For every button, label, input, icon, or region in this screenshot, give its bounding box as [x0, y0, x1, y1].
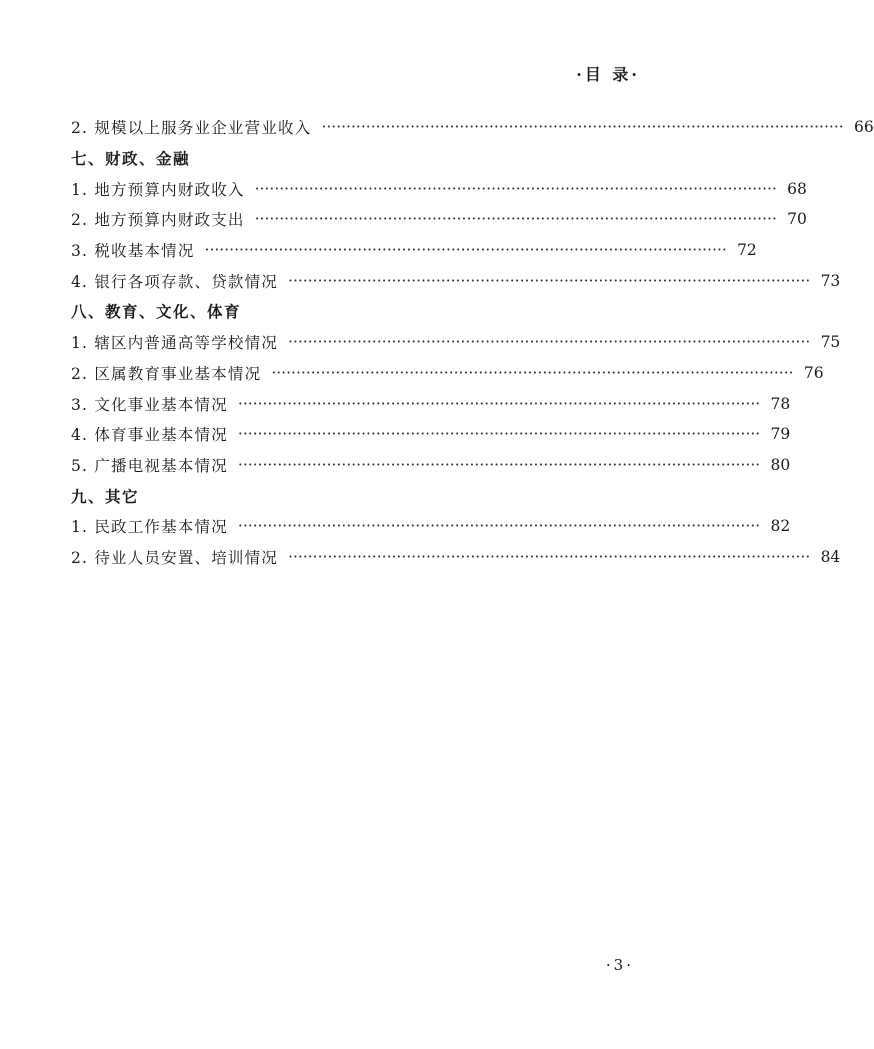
toc-entry-label: 2. 区属教育事业基本情况 [71, 364, 262, 383]
toc-entry-label: 1. 地方预算内财政收入 [71, 180, 245, 199]
toc-entry[interactable] [71, 204, 807, 235]
toc-entry[interactable] [71, 419, 791, 450]
toc-section-heading: 八、教育、文化、体育 [71, 302, 242, 322]
toc-entry-label: 3. 税收基本情况 [71, 242, 195, 261]
toc-entry-label: 4. 银行各项存款、贷款情况 [71, 272, 279, 291]
dot-leader: ·········································································································· [204, 241, 727, 260]
toc-entry-page: 66 [853, 118, 874, 137]
dot-leader: ·········································································································· [237, 425, 761, 444]
toc-section-heading: 九、其它 [71, 486, 140, 506]
toc-entry-label: 2. 待业人员安置、培训情况 [71, 548, 279, 567]
dot-leader: ·········································································································· [321, 118, 844, 137]
dot-leader: ·········································································································· [237, 517, 761, 536]
toc-entry-page: 70 [787, 210, 807, 229]
toc-entry[interactable] [71, 112, 874, 143]
page-number: ·3· [605, 956, 634, 974]
dot-leader: ·········································································································· [254, 210, 777, 229]
dot-leader: ·········································································································· [271, 363, 794, 382]
toc-entry[interactable] [71, 235, 757, 266]
toc-entry-page: 84 [820, 547, 841, 566]
toc-entry-page: 79 [770, 425, 791, 444]
toc-entry-label: 3. 文化事业基本情况 [71, 395, 228, 414]
toc-entry[interactable] [71, 450, 791, 481]
toc-entry-label: 4. 体育事业基本情况 [71, 426, 228, 445]
running-header: ·目 录· [576, 65, 640, 84]
toc-entry[interactable] [71, 173, 807, 204]
toc-entry-label: 1. 辖区内普通高等学校情况 [71, 334, 279, 353]
dot-leader: ·········································································································· [288, 271, 811, 290]
toc-entry-page: 80 [770, 455, 791, 474]
toc-entry-page: 73 [820, 271, 841, 290]
dot-leader: ·········································································································· [237, 394, 761, 413]
dot-leader: ·········································································································· [237, 455, 761, 474]
toc-entry[interactable] [71, 542, 841, 573]
toc-entry-page: 78 [770, 394, 791, 413]
toc-entry-page: 75 [820, 333, 841, 352]
toc-entry-label: 2. 规模以上服务业企业营业收入 [71, 119, 312, 138]
toc-entry[interactable] [71, 327, 841, 358]
toc-entry[interactable] [71, 388, 791, 419]
toc-section-heading: 七、财政、金融 [71, 149, 191, 169]
dot-leader: ·········································································································· [288, 333, 811, 352]
toc-entry[interactable] [71, 511, 791, 542]
table-of-contents [71, 112, 874, 572]
toc-entry[interactable] [71, 358, 824, 389]
toc-entry-page: 68 [787, 179, 807, 198]
toc-entry-page: 82 [770, 517, 791, 536]
toc-entry-page: 76 [803, 363, 824, 382]
toc-entry-page: 72 [737, 241, 757, 260]
dot-leader: ·········································································································· [288, 547, 811, 566]
toc-entry-label: 2. 地方预算内财政支出 [71, 211, 245, 230]
toc-entry-label: 5. 广播电视基本情况 [71, 456, 228, 475]
dot-leader: ·········································································································· [254, 179, 777, 198]
toc-entry-label: 1. 民政工作基本情况 [71, 518, 228, 537]
toc-entry[interactable] [71, 265, 841, 296]
